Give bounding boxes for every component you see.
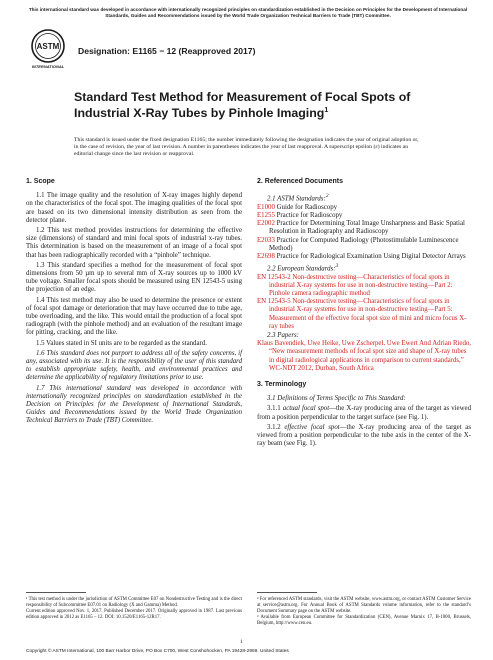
left-column xyxy=(26,178,242,428)
footnotes-left xyxy=(26,597,242,621)
logo-text: ASTM xyxy=(36,42,60,51)
astm-logo xyxy=(30,28,66,70)
ref-code-link[interactable]: E2033 xyxy=(257,236,275,244)
footnote-3: ³ Available from European Committee for Standardization (CEN), Avenue Marnix 17, B-1000, Brussels, Belgium, http://www.cen.eu. xyxy=(257,615,471,627)
european-standards-label: 2.2 European Standards:$^3$ xyxy=(267,263,339,273)
top-notice: This international standard was developed in accordance with internationally recognized principles on standardization established in the Decision on Principles for the Development of International Standards, Guides and Recommendations issued by the World Trade Organization Technical Barriers to Trade (TBT) Committee. xyxy=(28,7,468,19)
european-standards-list xyxy=(257,274,471,331)
papers-label: 2.3 Papers: xyxy=(267,332,299,340)
logo-subtext: INTERNATIONAL xyxy=(31,64,65,69)
document-title xyxy=(74,90,454,121)
footnote-divider-right xyxy=(257,592,317,593)
ref-paper: Klaus Bavendiek, Uwe Heike, Uwe Zscherpel, Uwe Ewert And Adrian Riedo, “New measurement methods of focal spot size and shape of X-ray tubes in digital radiological applications in comparison to current standards,” WC-NDT 2012, Durban, South Africa xyxy=(257,340,471,372)
footnote-1: ¹ This test method is under the jurisdiction of ASTM Committee E07 on Nondestructive Testing and is the direct responsibility of Subcommittee E07.01 on Radiology (X and Gamma) Method. xyxy=(26,597,242,609)
ref-code-link[interactable]: E2698 xyxy=(257,252,275,260)
ref-e1255: E1255 Practice for Radioscopy xyxy=(257,211,343,219)
title-text: Standard Test Method for Measurement of Focal Spots of Industrial X-Ray Tubes by Pinhole Imaging xyxy=(74,90,411,121)
ref-e2698: E2698 Practice for Radiological Examination Using Digital Detector Arrays xyxy=(257,252,466,260)
issue-note: This standard is issued under the fixed designation E1165; the number immediately following the designation indicates the year of original adoption or, in the case of revision, the year of last revision. A number in parentheses indicates the year of last reapproval. A superscript epsilon (ε) indicates an editorial change since the last revision or reapproval. xyxy=(74,137,419,158)
copyright-line: Copyright © ASTM International, 100 Barr Harbor Drive, PO Box C700, West Conshohocken, PA 19428-2959. United States xyxy=(26,649,289,654)
footnote-divider-left xyxy=(26,592,86,593)
right-column xyxy=(257,178,471,450)
terminology-subheading: 3.1 Definitions of Terms Specific to This Standard: xyxy=(267,395,406,403)
ref-code-link[interactable]: E1255 xyxy=(257,211,275,219)
scope-1-5: 1.5 Values stated in SI units are to be regarded as the standard. xyxy=(36,339,207,347)
scope-1-2: 1.2 This test method provides instructions for determining the effective size (dimensions) of standard and mini focal spots of industrial x-ray tubes. This determination is based on the measurement of an image of a focal spot that has been radiographically recorded with a “pinhole” technique. xyxy=(26,227,242,259)
ref-en-12543-5: EN 12543-5 Non-destructive testing—Characteristics of focal spots in industrial X-ray systems for use in non-destructive testing—Part 5: Measurement of the effective focal spot size of mini and micro focus X-ray tubes xyxy=(257,298,467,330)
page-number: 1 xyxy=(240,639,243,645)
footnotes-right xyxy=(257,597,471,627)
title-footnote-mark: 1 xyxy=(324,107,329,115)
definition-actual-focal-spot: 3.1.1 actual focal spot—the X-ray producing area of the target as viewed from a position perpendicular to the target surface (see Fig. 1). xyxy=(257,405,471,421)
scope-1-3: 1.3 This standard specifies a method for the measurement of focal spot dimensions from 50 µm up to several mm of X-ray sources up to 1000 kV tube voltage. Smaller focal spots should be measured using EN 12543-5 using the projection of an edge. xyxy=(26,261,242,294)
ref-e1000: E1000 Guide for Radioscopy xyxy=(257,203,338,211)
ref-en-12543-2: EN 12543-2 Non-destructive testing—Characteristics of focal spots in industrial X-ray systems for use in non-destructive testing—Part 2: Pinhole camera radiographic method xyxy=(257,273,453,297)
ref-code-link[interactable]: E1000 xyxy=(257,203,275,211)
scope-1-7: 1.7 This international standard was developed in accordance with internationally recognized principles on standardization established in the Decision on Principles for the Development of International Standards, Guides and Recommendations issued by the World Trade Organization Technical Barriers to Trade (TBT) Committee. xyxy=(26,384,242,425)
scope-1-6: 1.6 This standard does not purport to address all of the safety concerns, if any, associated with its use. It is the responsibility of the user of this standard to establish appropriate safety, health, and environmental practices and determine the applicability of regulatory limitations prior to use. xyxy=(26,349,242,382)
ref-e2033: E2033 Practice for Computed Radiology (Photostimulable Luminescence Method) xyxy=(257,236,459,252)
scope-1-4: 1.4 This test method may also be used to determine the presence or extent of focal spot damage or deterioration that may have occurred due to tube age, tube overloading, and the like. This would entail the production of a focal spot radiograph (with the pinhole method) and an evaluation of the resultant image for pitting, cracking, and the like. xyxy=(26,296,242,337)
astm-standards-list xyxy=(257,204,471,261)
definition-effective-focal-spot: 3.1.2 effective focal spot—the X-ray producing area of the target as viewed from a position perpendicular to the tube axis in the center of the X-ray beam (see Fig. 1). xyxy=(257,423,472,448)
scope-heading: 1. Scope xyxy=(26,178,55,185)
footnote-1-edition: Current edition approved Nov. 1, 2017. Published December 2017. Originally approved in 1987. Last previous edition approved in 2012 as E1165 – 12. DOI: 10.1520/E1165-12R17. xyxy=(26,609,242,621)
astm-standards-label: 2.1 ASTM Standards:$^2$ xyxy=(267,193,329,203)
referenced-documents-heading: 2. Referenced Documents xyxy=(257,178,343,185)
designation: Designation: E1165 − 12 (Reapproved 2017) xyxy=(78,46,256,56)
footnote-2: ² For referenced ASTM standards, visit the ASTM website, www.astm.org, or contact ASTM Customer Service at service@astm.org. For Annual Book of ASTM Standards volume information, refer to the standard’s Document Summary page on the ASTM website. xyxy=(257,597,471,615)
scope-1-1: 1.1 The image quality and the resolution of X-ray images highly depend on the characteristics of the focal spot. The imaging qualities of the focal spot are based on its two dimensional intensity distribution as seen from the detector plane. xyxy=(26,192,242,224)
ref-code-link[interactable]: E2002 xyxy=(257,220,275,228)
ref-e2002: E2002 Practice for Determining Total Image Unsharpness and Basic Spatial Resolution in Radiography and Radioscopy xyxy=(257,220,465,236)
terminology-heading: 3. Terminology xyxy=(257,381,307,389)
